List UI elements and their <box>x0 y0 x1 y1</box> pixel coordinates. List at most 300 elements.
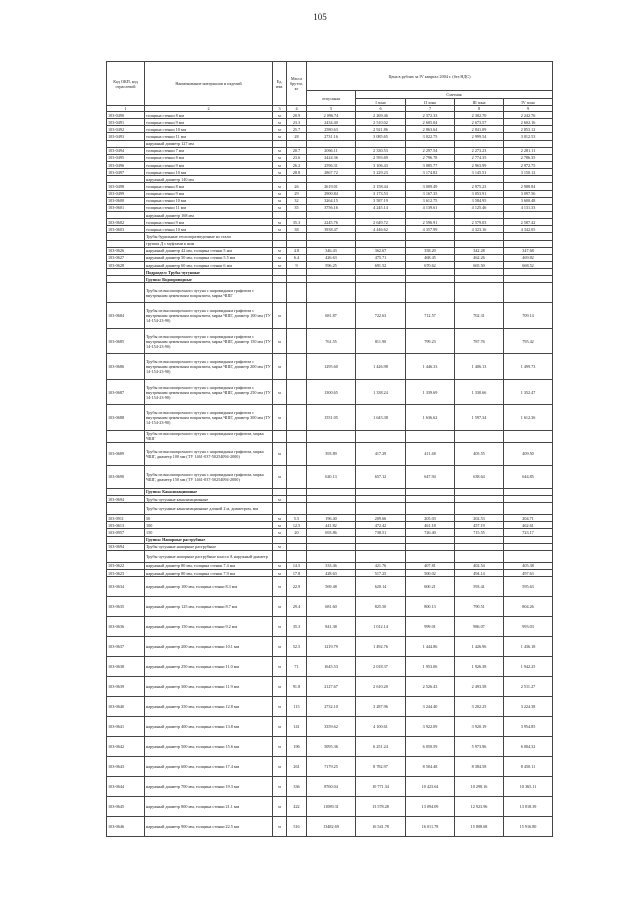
table-row <box>107 328 553 354</box>
row-unit: м <box>273 169 287 176</box>
row-name: наружный диаметр 140 мм <box>145 176 273 183</box>
row-price-zone1: 3 229.23 <box>356 169 406 176</box>
row-code: 103-0694 <box>107 496 145 503</box>
row-name: наружный диаметр 127 мм <box>145 140 273 147</box>
row-name: толщина стенки 10 мм <box>145 126 273 133</box>
row-price-zone1: 2 510.02 <box>356 119 406 126</box>
row-price-zone3: 2 273.23 <box>455 147 504 154</box>
row-name: Трубы чугунные напорные раструбные <box>145 543 273 550</box>
row-price-release: 393.89 <box>307 442 356 465</box>
row-mass: 6.4 <box>287 254 307 261</box>
row-price-zone1: 2 610.20 <box>356 677 406 697</box>
row-price-zone1 <box>356 488 406 495</box>
row-price-zone4: 4 342.05 <box>504 226 553 233</box>
row-name: наружный диаметр 50 мм, толщина стенки 5.5 мм <box>145 254 273 261</box>
row-code: 103-0690 <box>107 465 145 488</box>
row-price-release: 428.63 <box>307 570 356 577</box>
row-mass <box>287 211 307 218</box>
row-mass: 17.8 <box>287 570 307 577</box>
row-unit: м <box>273 204 287 211</box>
row-unit: м <box>273 577 287 597</box>
col-header-zone1: I зона <box>356 99 406 106</box>
row-price-zone4: 2 511.27 <box>504 677 553 697</box>
row-unit <box>273 176 287 183</box>
row-price-zone4: 3 097.56 <box>504 190 553 197</box>
row-unit <box>273 503 287 515</box>
row-price-zone4: 6 004.32 <box>504 737 553 757</box>
row-code: 103-0637 <box>107 637 145 657</box>
row-unit <box>273 140 287 147</box>
row-name: толщина стенки 10 мм <box>145 226 273 233</box>
row-code: 103-0688 <box>107 405 145 431</box>
row-price-release <box>307 550 356 562</box>
row-price-zone1 <box>356 233 406 240</box>
row-mass: 28 <box>287 133 307 140</box>
row-code: 103-0492 <box>107 126 145 133</box>
row-price-zone2: 3 244.40 <box>406 697 455 717</box>
row-price-zone2: 8 504.48 <box>406 757 455 777</box>
row-price-zone4: 1 436.18 <box>504 637 553 657</box>
row-price-zone2: 2 526.43 <box>406 677 455 697</box>
row-price-zone2: 10 423.64 <box>406 777 455 797</box>
row-price-zone4: 497.63 <box>504 570 553 577</box>
row-unit <box>273 550 287 562</box>
row-price-zone1: 657.12 <box>356 465 406 488</box>
row-price-zone1: 1 426.98 <box>356 354 406 380</box>
row-code <box>107 276 145 283</box>
row-name: наружный диаметр 168 мм <box>145 211 273 218</box>
row-price-zone1: 475.71 <box>356 254 406 261</box>
row-price-zone4: 3 012.53 <box>504 133 553 140</box>
row-unit: м <box>273 797 287 817</box>
row-mass: 196 <box>287 737 307 757</box>
table-row <box>107 617 553 637</box>
row-price-zone4: 1 352.47 <box>504 379 553 405</box>
row-unit <box>273 283 287 303</box>
row-price-zone3: 986.07 <box>455 617 504 637</box>
row-price-zone4 <box>504 536 553 543</box>
row-name: Подраздел: Трубы чугунные <box>145 269 273 276</box>
row-name: наружный диаметр 80 мм, толщина стенки 7.4 мм <box>145 562 273 569</box>
row-mass: 14.5 <box>287 562 307 569</box>
table-row <box>107 126 553 133</box>
table-row <box>107 176 553 183</box>
row-name: наружный диаметр 900 мм, толщина стенки 22.5 мм <box>145 817 273 837</box>
row-price-zone3: 790.51 <box>455 597 504 617</box>
row-mass <box>287 430 307 442</box>
column-index-cell: 7 <box>406 106 455 112</box>
row-price-zone1 <box>356 550 406 562</box>
row-price-release: 2900.84 <box>307 190 356 197</box>
row-unit: м <box>273 597 287 617</box>
row-price-zone2 <box>406 176 455 183</box>
row-price-zone1: 3 158.44 <box>356 183 406 190</box>
row-price-zone1 <box>356 269 406 276</box>
row-price-release: 333.46 <box>307 562 356 569</box>
row-price-zone4: 462.61 <box>504 522 553 529</box>
row-price-release: 8760.04 <box>307 777 356 797</box>
row-unit: м <box>273 543 287 550</box>
row-price-zone4 <box>504 269 553 276</box>
row-price-release <box>307 269 356 276</box>
row-price-zone4: 668.52 <box>504 261 553 268</box>
row-price-release: 2 096.74 <box>307 112 356 119</box>
row-mass <box>287 233 307 240</box>
row-price-zone1: 691.52 <box>356 261 406 268</box>
row-mass: 38 <box>287 226 307 233</box>
row-price-zone3: 494.14 <box>455 570 504 577</box>
row-mass: 35.3 <box>287 219 307 226</box>
row-price-zone3 <box>455 536 504 543</box>
row-price-release: 2434.40 <box>307 119 356 126</box>
row-price-zone2: 3 022.75 <box>406 133 455 140</box>
row-price-zone4 <box>504 550 553 562</box>
row-code: 103-0638 <box>107 657 145 677</box>
table-row <box>107 597 553 617</box>
row-price-zone3 <box>455 211 504 218</box>
row-price-zone4 <box>504 233 553 240</box>
row-unit: м <box>273 226 287 233</box>
row-code: 103-0602 <box>107 219 145 226</box>
table-row <box>107 543 553 550</box>
column-index-cell: 5 <box>307 106 356 112</box>
page-number: 105 <box>313 12 327 22</box>
row-price-zone1: 3 173.53 <box>356 190 406 197</box>
column-index-cell: 3 <box>273 106 287 112</box>
row-mass <box>287 543 307 550</box>
row-price-zone4: 804.26 <box>504 597 553 617</box>
row-unit: м <box>273 328 287 354</box>
row-price-release: 2424.36 <box>307 154 356 161</box>
row-code: 103-0494 <box>107 147 145 154</box>
row-name: Трубы из высокопрочного чугуна с шаровидным графитом, марка ЧШГ, диаметр 100 мм (ТУ 1461-037-50254094-2000) <box>145 442 273 465</box>
row-price-zone4: 3 600.48 <box>504 197 553 204</box>
table-row <box>107 161 553 168</box>
row-code <box>107 488 145 495</box>
row-mass <box>287 379 307 405</box>
row-price-release: 569.48 <box>307 577 356 597</box>
row-code <box>107 430 145 442</box>
table-row <box>107 169 553 176</box>
row-price-zone4: 347.68 <box>504 247 553 254</box>
table-row <box>107 226 553 233</box>
table-row <box>107 430 553 442</box>
row-name: наружный диаметр 600 мм, толщина стенки 17.4 мм <box>145 757 273 777</box>
row-unit: м <box>273 737 287 757</box>
row-name: группы Д с муфтами к ним <box>145 240 273 247</box>
row-unit <box>273 276 287 283</box>
row-price-zone2: 2 796.78 <box>406 154 455 161</box>
row-code: 103-0499 <box>107 190 145 197</box>
section-heading-row <box>107 536 553 543</box>
row-unit: м <box>273 637 287 657</box>
row-price-zone2: 647.94 <box>406 465 455 488</box>
row-price-zone3: 4 323.16 <box>455 226 504 233</box>
price-table-container <box>106 61 552 837</box>
row-name: Трубы из высокопрочного чугуна с шаровидным графитом, марка ЧШГ <box>145 430 273 442</box>
row-price-zone2: 799.23 <box>406 328 455 354</box>
table-row <box>107 817 553 837</box>
row-price-zone4: 8 450.11 <box>504 757 553 777</box>
row-name: Трубы из высокопрочного чугуна с шаровидным графитом с внутренним цементным покрытием, марка ЧШГ, диаметр 100 мм (ТУ 14-154-23-90) <box>145 303 273 329</box>
row-unit: м <box>273 147 287 154</box>
row-price-zone1: 3 287.96 <box>356 697 406 717</box>
row-price-zone4: 2 602.16 <box>504 119 553 126</box>
row-mass <box>287 276 307 283</box>
row-price-zone4: 2 972.75 <box>504 161 553 168</box>
row-price-zone3: 787.76 <box>455 328 504 354</box>
row-price-zone2: 4 139.61 <box>406 204 455 211</box>
row-price-zone2: 3 009.49 <box>406 183 455 190</box>
row-price-release: 3756.16 <box>307 204 356 211</box>
column-index-cell: 9 <box>504 106 553 112</box>
row-mass: 141 <box>287 717 307 737</box>
row-code: 103-0496 <box>107 161 145 168</box>
row-price-release: 1645.53 <box>307 657 356 677</box>
row-price-zone2: 3 085.77 <box>406 161 455 168</box>
row-name: Трубы из высокопрочного чугуна с шаровидным графитом с внутренним цементным покрытием, марка ЧШГ <box>145 283 273 303</box>
row-code: 103-0685 <box>107 328 145 354</box>
row-price-zone3 <box>455 430 504 442</box>
row-unit <box>273 536 287 543</box>
row-unit: м <box>273 757 287 777</box>
row-unit: м <box>273 562 287 569</box>
row-price-zone3: 638.64 <box>455 465 504 488</box>
section-heading-row <box>107 269 553 276</box>
row-code: 103-0646 <box>107 817 145 837</box>
table-row <box>107 737 553 757</box>
row-unit: м <box>273 161 287 168</box>
row-mass: 5.5 <box>287 515 307 522</box>
row-mass <box>287 488 307 495</box>
row-code: 103-0687 <box>107 379 145 405</box>
row-price-release: 693.86 <box>307 529 356 536</box>
row-price-zone3: 1 330.66 <box>455 379 504 405</box>
table-row <box>107 405 553 431</box>
row-price-zone4: 204.71 <box>504 515 553 522</box>
row-price-release: 2596.31 <box>307 161 356 168</box>
row-price-zone3: 2 999.54 <box>455 133 504 140</box>
row-price-zone3: 593.41 <box>455 577 504 597</box>
table-row <box>107 147 553 154</box>
row-price-zone2 <box>406 240 455 247</box>
row-name: толщина стенки 10 мм <box>145 197 273 204</box>
row-price-zone1: 2 330.53 <box>356 147 406 154</box>
column-index-cell: 4 <box>287 106 307 112</box>
row-unit: м <box>273 354 287 380</box>
table-row <box>107 211 553 218</box>
col-header-zone4: IV зона <box>504 99 553 106</box>
row-price-zone3: 457.19 <box>455 522 504 529</box>
row-price-zone2 <box>406 503 455 515</box>
row-name: Трубы бурильные геологоразведочные из стали <box>145 233 273 240</box>
row-price-release: 1219.79 <box>307 637 356 657</box>
row-price-zone1: 13 578.28 <box>356 797 406 817</box>
row-code: 103-0600 <box>107 197 145 204</box>
row-mass: 22.9 <box>287 577 307 597</box>
table-row <box>107 550 553 562</box>
row-price-zone4: 3 954.85 <box>504 717 553 737</box>
row-code <box>107 240 145 247</box>
column-index-cell: 2 <box>145 106 273 112</box>
row-price-zone1: 4 100.61 <box>356 717 406 737</box>
row-unit: м <box>273 119 287 126</box>
row-code: 103-0636 <box>107 617 145 637</box>
row-price-zone2: 1 339.69 <box>406 379 455 405</box>
row-mass: 336 <box>287 777 307 797</box>
row-price-zone2: 407.81 <box>406 562 455 569</box>
row-price-zone4: 644.85 <box>504 465 553 488</box>
row-price-zone3: 342.28 <box>455 247 504 254</box>
row-mass: 20.9 <box>287 112 307 119</box>
table-row <box>107 204 553 211</box>
row-price-zone4 <box>504 543 553 550</box>
row-price-zone1 <box>356 283 406 303</box>
row-mass: 516 <box>287 817 307 837</box>
row-price-zone2: 726.40 <box>406 529 455 536</box>
col-header-release: отпускная <box>307 91 356 106</box>
row-price-release <box>307 240 356 247</box>
row-price-zone2 <box>406 496 455 503</box>
table-row <box>107 577 553 597</box>
row-price-zone3 <box>455 276 504 283</box>
row-price-zone3 <box>455 269 504 276</box>
row-code <box>107 176 145 183</box>
table-row <box>107 261 553 268</box>
row-mass: 20.7 <box>287 147 307 154</box>
row-price-zone3: 202.53 <box>455 515 504 522</box>
row-mass: 28.8 <box>287 169 307 176</box>
row-price-zone1: 811.90 <box>356 328 406 354</box>
row-price-zone4: 405.38 <box>504 562 553 569</box>
row-name: наружный диаметр 125 мм, толщина стенки 8.7 мм <box>145 597 273 617</box>
row-name: толщина стенки 9 мм <box>145 119 273 126</box>
row-mass: 35.3 <box>287 617 307 637</box>
row-code: 103-0626 <box>107 247 145 254</box>
row-price-zone2: 461.18 <box>406 522 455 529</box>
row-price-zone4: 13 018.39 <box>504 797 553 817</box>
col-header-name: Наименование материалов и изделий <box>145 62 273 106</box>
row-code: 103-0601 <box>107 204 145 211</box>
row-code <box>107 283 145 303</box>
row-price-zone1 <box>356 276 406 283</box>
row-mass: 25.7 <box>287 126 307 133</box>
row-code: 103-0642 <box>107 737 145 757</box>
row-price-zone1 <box>356 140 406 147</box>
row-price-zone3: 665.50 <box>455 261 504 268</box>
row-price-zone2: 3 167.35 <box>406 190 455 197</box>
row-price-zone3: 1 597.34 <box>455 405 504 431</box>
row-mass <box>287 140 307 147</box>
row-price-zone2: 500.02 <box>406 570 455 577</box>
row-price-zone1: 3 085.65 <box>356 133 406 140</box>
row-price-release: 681.87 <box>307 303 356 329</box>
row-price-release: 2867.72 <box>307 169 356 176</box>
row-price-release: 426.63 <box>307 254 356 261</box>
col-header-code: Код ОКП, код отраслевой <box>107 62 145 106</box>
table-row <box>107 240 553 247</box>
table-row <box>107 133 553 140</box>
row-price-release <box>307 140 356 147</box>
row-price-zone1: 2 921.86 <box>356 126 406 133</box>
row-price-zone1 <box>356 503 406 515</box>
row-price-zone2: 468.45 <box>406 254 455 261</box>
row-price-zone2: 1 953.06 <box>406 657 455 677</box>
row-code: 103-0498 <box>107 183 145 190</box>
row-name: Трубы из высокопрочного чугуна с шаровидным графитом с внутренним цементным покрытием, марка ЧШГ, диаметр 200 мм (ТУ 14-154-23-90) <box>145 354 273 380</box>
row-unit: м <box>273 303 287 329</box>
row-name: толщина стенки 8 мм <box>145 154 273 161</box>
row-price-zone3: 2 841.09 <box>455 126 504 133</box>
row-price-zone3: 2 302.70 <box>455 112 504 119</box>
table-row <box>107 496 553 503</box>
row-unit: м <box>273 219 287 226</box>
row-mass <box>287 496 307 503</box>
row-price-zone4: 2 587.42 <box>504 219 553 226</box>
row-name: наружный диаметр 800 мм, толщина стенки 21.1 мм <box>145 797 273 817</box>
row-name: толщина стенки 8 мм <box>145 183 273 190</box>
table-row <box>107 154 553 161</box>
row-price-zone4: 3 224.38 <box>504 697 553 717</box>
row-name: наружный диаметр 400 мм, толщина стенки 13.8 мм <box>145 717 273 737</box>
row-name: Трубы из высокопрочного чугуна с шаровидным графитом, марка ЧШГ, диаметр 150 мм (ТУ 1461-037-50254094-2000) <box>145 465 273 488</box>
row-price-zone2 <box>406 211 455 218</box>
row-mass: 115 <box>287 697 307 717</box>
row-unit <box>273 488 287 495</box>
row-code: 103-0603 <box>107 226 145 233</box>
row-price-zone4: 1 612.36 <box>504 405 553 431</box>
row-price-release: 1551.05 <box>307 405 356 431</box>
table-row <box>107 465 553 488</box>
row-price-zone2: 205.03 <box>406 515 455 522</box>
row-price-zone1: 1 338.24 <box>356 379 406 405</box>
row-name: Трубы чугунные напорные раструбные класса А наружный диаметр <box>145 550 273 562</box>
row-price-zone1: 421.76 <box>356 562 406 569</box>
row-price-zone1: 16 541.78 <box>356 817 406 837</box>
row-price-zone3: 3 053.91 <box>455 190 504 197</box>
row-unit: м <box>273 697 287 717</box>
row-price-zone3: 2 774.35 <box>455 154 504 161</box>
row-mass: 91.8 <box>287 677 307 697</box>
row-price-zone1: 4 245.14 <box>356 204 406 211</box>
row-price-zone2: 670.62 <box>406 261 455 268</box>
row-price-zone2: 4 357.99 <box>406 226 455 233</box>
row-price-zone4: 723.17 <box>504 529 553 536</box>
row-code: 103-0635 <box>107 597 145 617</box>
row-price-zone3 <box>455 550 504 562</box>
table-header <box>107 62 553 112</box>
row-price-zone3: 15 808.68 <box>455 817 504 837</box>
row-mass: 20 <box>287 529 307 536</box>
row-code: 103-0644 <box>107 777 145 797</box>
row-code: 103-0640 <box>107 697 145 717</box>
row-price-zone2 <box>406 269 455 276</box>
row-name: толщина стенки 10 мм <box>145 169 273 176</box>
table-body <box>107 112 553 837</box>
row-price-zone4: 2 988.84 <box>504 183 553 190</box>
row-price-zone2: 1 446.33 <box>406 354 455 380</box>
row-unit <box>273 430 287 442</box>
row-price-zone1: 8 782.97 <box>356 757 406 777</box>
row-name: толщина стенки 11 мм <box>145 204 273 211</box>
row-price-zone3: 8 384.58 <box>455 757 504 777</box>
table-row <box>107 254 553 261</box>
row-code: 103-0491 <box>107 119 145 126</box>
row-price-release: 11089.31 <box>307 797 356 817</box>
row-price-zone3: 12 923.96 <box>455 797 504 817</box>
row-mass <box>287 354 307 380</box>
row-price-zone1: 1 492.76 <box>356 637 406 657</box>
